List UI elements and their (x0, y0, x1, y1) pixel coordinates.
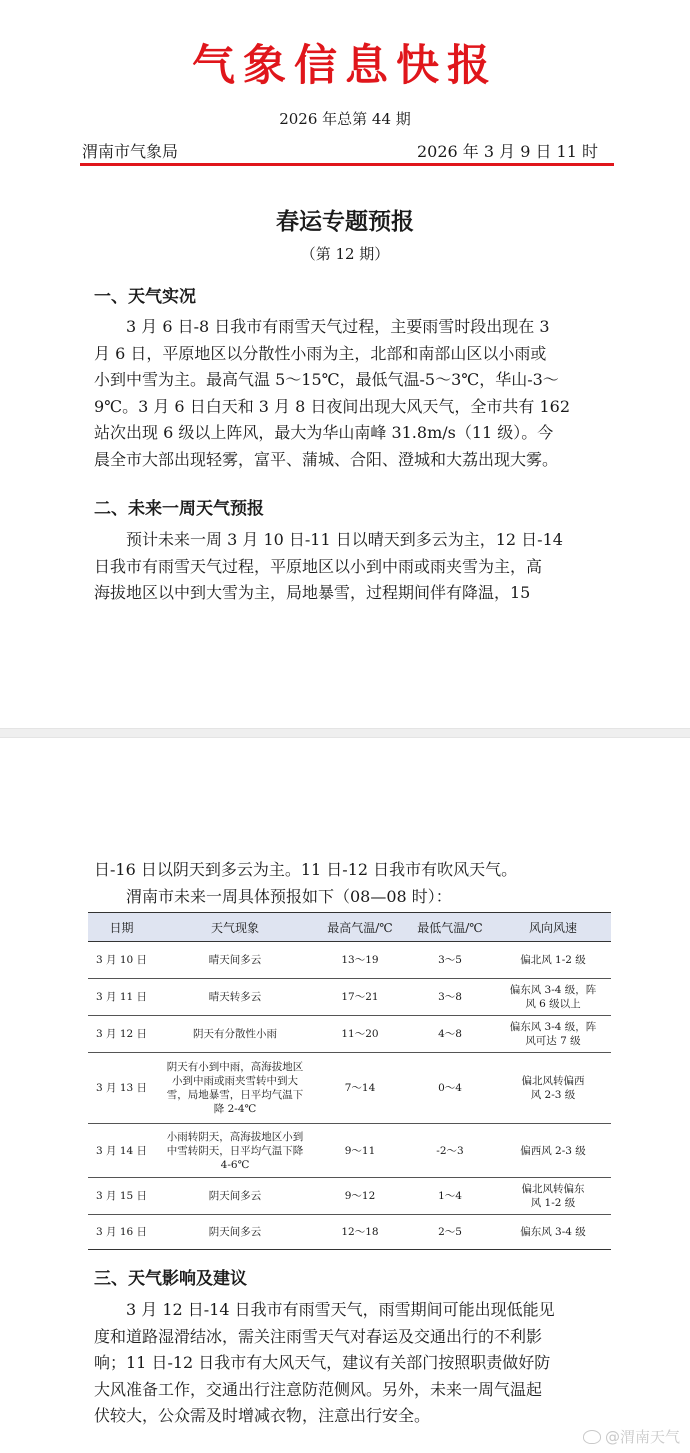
table-row (88, 1016, 611, 1053)
cell-high: 13～19 (315, 942, 405, 979)
cell-high: 9～12 (315, 1178, 405, 1215)
paragraph-line: 3 月 12 日-14 日我市有雨雪天气，雨雪期间可能出现低能见 (94, 1300, 555, 1319)
issuing-agency: 渭南市气象局 (82, 142, 179, 161)
cell-high: 7～14 (315, 1053, 405, 1124)
paragraph-line: 9℃。3 月 6 日白天和 3 月 8 日夜间出现大风天气，全市共有 162 (94, 396, 571, 416)
section-heading-1: 一、天气实况 (94, 287, 196, 307)
paragraph-line: 大风准备工作，交通出行注意防范侧风。另外，未来一周气温起 (94, 1379, 543, 1399)
paragraph-line: 海拔地区以中到大雪为主，局地暴雪，过程期间伴有降温，15 (94, 583, 531, 603)
cell-weather: 阴天有小到中雨，高海拔地区小到中雨或雨夹雪转中到大雪，局地暴雪，日平均气温下降 2-4℃ (155, 1053, 315, 1124)
cell-low: 2～5 (405, 1215, 495, 1250)
cell-weather: 阴天间多云 (155, 1215, 315, 1250)
col-header-high: 最高气温/℃ (315, 913, 405, 942)
paragraph-line: 3 月 6 日-8 日我市有雨雪天气过程，主要雨雪时段出现在 3 (94, 317, 550, 336)
cell-date: 3 月 11 日 (88, 979, 155, 1016)
section-2-paragraph-part-2 (94, 857, 612, 910)
paragraph-line: 站次出现 6 级以上阵风，最大为华山南峰 31.8m/s（11 级）。今 (94, 423, 554, 443)
cell-low: 1～4 (405, 1178, 495, 1215)
paragraph-line: 响；11 日-12 日我市有大风天气，建议有关部门按照职责做好防 (94, 1353, 551, 1373)
cell-weather: 阴天有分散性小雨 (155, 1016, 315, 1053)
red-divider (80, 163, 614, 166)
cell-wind: 偏东风 3-4 级 (495, 1215, 611, 1250)
col-header-low: 最低气温/℃ (405, 913, 495, 942)
cell-date: 3 月 16 日 (88, 1215, 155, 1250)
masthead-title: 气象信息快报 (192, 41, 498, 91)
cell-wind: 偏东风 3-4 级，阵风 6 级以上 (495, 979, 611, 1016)
cell-wind: 偏东风 3-4 级，阵风可达 7 级 (495, 1016, 611, 1053)
weibo-watermark (583, 1426, 680, 1447)
paragraph-line: 日我市有雨雪天气过程，平原地区以小到中雨或雨夹雪为主，高 (94, 556, 543, 576)
paragraph-line: 小到中雪为主。最高气温 5～15℃，最低气温-5～3℃，华山-3～ (94, 370, 559, 390)
forecast-table (88, 912, 611, 1250)
paragraph-line: 月 6 日，平原地区以分散性小雨为主，北部和南部山区以小雨或 (94, 343, 547, 363)
page-break (0, 728, 690, 738)
table-row (88, 942, 611, 979)
cell-weather: 晴天转多云 (155, 979, 315, 1016)
cell-high: 12～18 (315, 1215, 405, 1250)
cell-wind: 偏北风转偏东风 1-2 级 (495, 1178, 611, 1215)
col-header-date: 日期 (88, 913, 155, 942)
cell-low: 3～5 (405, 942, 495, 979)
cell-high: 9～11 (315, 1124, 405, 1178)
paragraph-line: 日-16 日以阴天到多云为主。11 日-12 日我市有吹风天气。 (94, 860, 518, 879)
cell-wind: 偏北风 1-2 级 (495, 942, 611, 979)
cell-weather: 晴天间多云 (155, 942, 315, 979)
cell-date: 3 月 10 日 (88, 942, 155, 979)
cell-weather: 阴天间多云 (155, 1178, 315, 1215)
paragraph-line: 度和道路湿滑结冰，需关注雨雪天气对春运及交通出行的不利影 (94, 1326, 543, 1346)
watermark-text: @渭南天气 (604, 1428, 680, 1446)
cell-wind: 偏西风 2-3 级 (495, 1124, 611, 1178)
paragraph-line: 晨全市大部出现轻雾，富平、蒲城、合阳、澄城和大荔出现大雾。 (94, 449, 559, 469)
table-row (88, 979, 611, 1016)
section-heading-2: 二、未来一周天气预报 (94, 499, 264, 519)
document-title: 春运专题预报 (276, 208, 414, 235)
cell-wind: 偏北风转偏西风 2-3 级 (495, 1053, 611, 1124)
table-row (88, 1053, 611, 1124)
document-page-2 (0, 738, 690, 1453)
cell-date: 3 月 12 日 (88, 1016, 155, 1053)
section-2-paragraph-part-1 (94, 527, 612, 607)
table-row (88, 1124, 611, 1178)
table-row (88, 1215, 611, 1250)
paragraph-line: 渭南市未来一周具体预报如下（08—08 时）： (94, 886, 452, 906)
cell-date: 3 月 14 日 (88, 1124, 155, 1178)
cell-weather: 小雨转阴天，高海拔地区小到中雪转阴天，日平均气温下降 4-6℃ (155, 1124, 315, 1178)
col-header-wind: 风向风速 (495, 913, 611, 942)
cell-date: 3 月 13 日 (88, 1053, 155, 1124)
section-3-paragraph (94, 1297, 612, 1430)
cell-low: 3～8 (405, 979, 495, 1016)
issue-date: 2026 年 3 月 9 日 11 时 (416, 142, 598, 161)
cell-high: 17～21 (315, 979, 405, 1016)
table-header-row (88, 913, 611, 942)
table-row (88, 1178, 611, 1215)
weibo-logo-icon (583, 1430, 601, 1444)
issue-number: 2026 年总第 44 期 (279, 110, 411, 128)
paragraph-line: 伏较大，公众需及时增减衣物，注意出行安全。 (94, 1406, 431, 1426)
document-subtitle: （第 12 期） (300, 245, 390, 263)
paragraph-line: 预计未来一周 3 月 10 日-11 日以晴天到多云为主，12 日-14 (94, 530, 563, 549)
cell-date: 3 月 15 日 (88, 1178, 155, 1215)
col-header-weather: 天气现象 (155, 913, 315, 942)
section-heading-3: 三、天气影响及建议 (94, 1269, 247, 1289)
cell-low: 0～4 (405, 1053, 495, 1124)
cell-low: 4～8 (405, 1016, 495, 1053)
cell-high: 11～20 (315, 1016, 405, 1053)
cell-low: -2～3 (405, 1124, 495, 1178)
section-1-paragraph (94, 314, 612, 474)
